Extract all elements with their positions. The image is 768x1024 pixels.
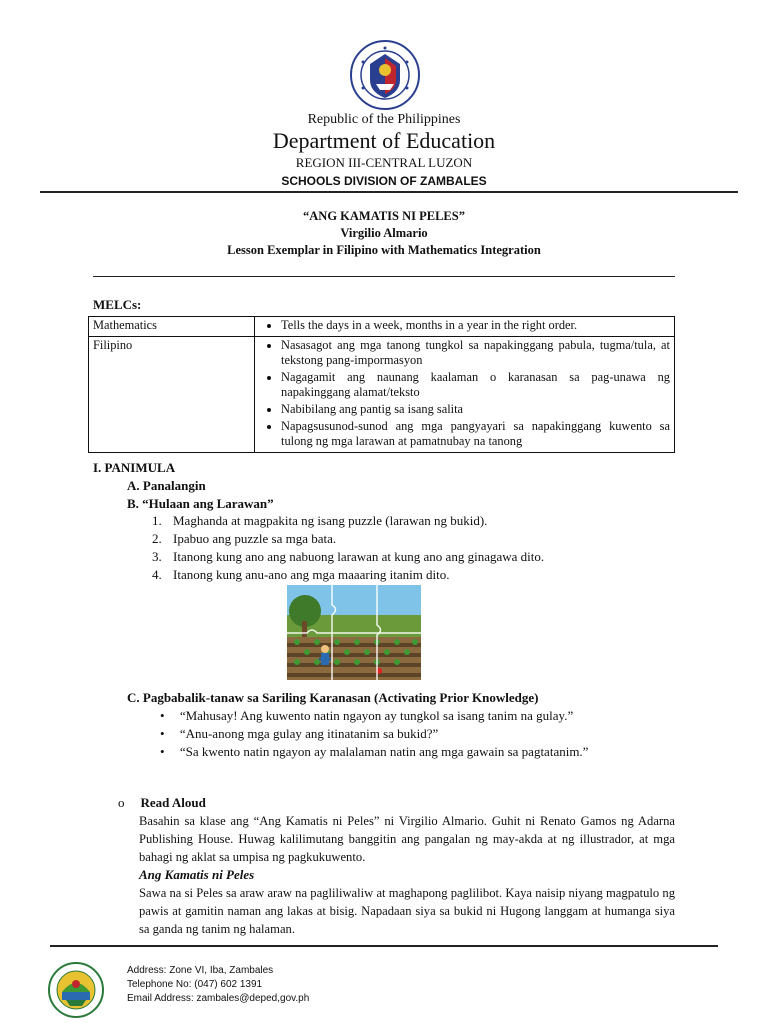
read-aloud-paragraph: Basahin sa klase ang “Ang Kamatis ni Peles” ni Virgilio Almario. Guhit ni Renato Gamos ng Adarna Publishing House. Huwag kalilimutang banggitin ang pangalan ng may-akda at ng illustrador, at mga bahagi ng aklat sa umpisa ng pagkukuwento. — [139, 814, 675, 864]
hulaan-heading: B. “Hulaan ang Larawan” — [127, 496, 274, 511]
story-paragraph: Sawa na si Peles sa araw araw na pagliliwaliw at maghapong paglilibot. Kaya naisip niyang magpatulo ng pawis at gamitin naman ang lakas at bisig. Napadaan siya sa bukid ni Hugong langgam at humanga siya sa ganda ng tanim ng halaman. — [139, 886, 675, 936]
list-item — [160, 708, 573, 724]
list-item — [160, 744, 588, 760]
table-row — [89, 337, 675, 453]
author-name: Virgilio Almario — [340, 226, 428, 240]
list-item — [152, 567, 450, 583]
deped-seal-logo — [350, 40, 420, 110]
list-item — [152, 531, 336, 547]
list-item — [160, 726, 438, 742]
competency-cell — [255, 337, 675, 453]
department-heading: Department of Education — [272, 128, 496, 153]
circle-bullet-icon: o — [118, 795, 125, 810]
lesson-subtitle: Lesson Exemplar in Filipino with Mathematics Integration — [227, 243, 541, 257]
competency-item: • Napagsusunod-sunod ang mga pangyayari sa napakinggang kuwento sa tulong ng mga larawan at pamatnubay na tanong — [281, 419, 670, 449]
footer-telephone: Telephone No: (047) 602 1391 — [127, 979, 263, 990]
read-aloud-heading — [118, 795, 206, 811]
list-number: 1. — [152, 513, 162, 528]
competency-item: • Nasasagot ang mga tanong tungkol sa napakinggang pabula, tugma/tula, at tekstong pang-impormasyon — [281, 338, 670, 368]
list-item — [152, 549, 544, 565]
competency-cell — [255, 317, 675, 337]
competency-item: • Nagagamit ang naunang kaalaman o karanasan sa pag-unawa ng napakinggang alamat/teksto — [281, 370, 670, 400]
read-aloud-label: Read Aloud — [140, 795, 206, 810]
list-number: 2. — [152, 531, 162, 546]
subject-cell: Mathematics — [89, 317, 255, 337]
title-divider — [93, 276, 675, 277]
list-text: “Anu-anong mga gulay ang itinatanim sa bukid?” — [179, 726, 439, 741]
republic-heading: Republic of the Philippines — [307, 112, 461, 127]
bullet-icon: • — [160, 744, 165, 759]
list-text: Ipabuo ang puzzle sa mga bata. — [173, 531, 337, 546]
subject-cell: Filipino — [89, 337, 255, 453]
list-text: Itanong kung anu-ano ang mga maaaring itanim dito. — [173, 567, 450, 582]
bullet-icon: • — [160, 726, 165, 741]
story-subheading: Ang Kamatis ni Peles — [139, 867, 255, 882]
competency-item: • Tells the days in a week, months in a year in the right order. — [281, 318, 670, 333]
list-text: Itanong kung ano ang nabuong larawan at kung ano ang ginagawa dito. — [173, 549, 545, 564]
melcs-label: MELCs: — [93, 297, 142, 312]
competency-item: • Nabibilang ang pantig sa isang salita — [281, 402, 670, 417]
list-text: “Sa kwento natin ngayon ay malalaman natin ang mga gawain sa pagtatanim.” — [179, 744, 589, 759]
list-number: 4. — [152, 567, 162, 582]
division-heading: SCHOOLS DIVISION OF ZAMBALES — [281, 174, 487, 188]
division-seal-logo — [48, 962, 104, 1018]
melcs-table — [88, 316, 675, 453]
footer-divider — [50, 945, 718, 947]
header-divider — [40, 191, 738, 193]
list-number: 3. — [152, 549, 162, 564]
story-title: “ANG KAMATIS NI PELES” — [303, 209, 465, 223]
list-item — [152, 513, 487, 529]
prior-knowledge-heading: C. Pagbabalik-tanaw sa Sariling Karanasan (Activating Prior Knowledge) — [127, 690, 539, 705]
region-heading: REGION III-CENTRAL LUZON — [295, 155, 473, 170]
farm-puzzle-image — [287, 585, 421, 680]
list-text: “Mahusay! Ang kuwento natin ngayon ay tungkol sa isang tanim na gulay.” — [179, 708, 574, 723]
panalangin-heading: A. Panalangin — [127, 478, 206, 493]
footer-address: Address: Zone VI, Iba, Zambales — [127, 965, 274, 976]
table-row — [89, 317, 675, 337]
list-text: Maghanda at magpakita ng isang puzzle (larawan ng bukid). — [173, 513, 488, 528]
bullet-icon: • — [160, 708, 165, 723]
panimula-heading: I. PANIMULA — [93, 460, 176, 475]
footer-email: Email Address: zambales@deped,gov.ph — [127, 993, 310, 1004]
